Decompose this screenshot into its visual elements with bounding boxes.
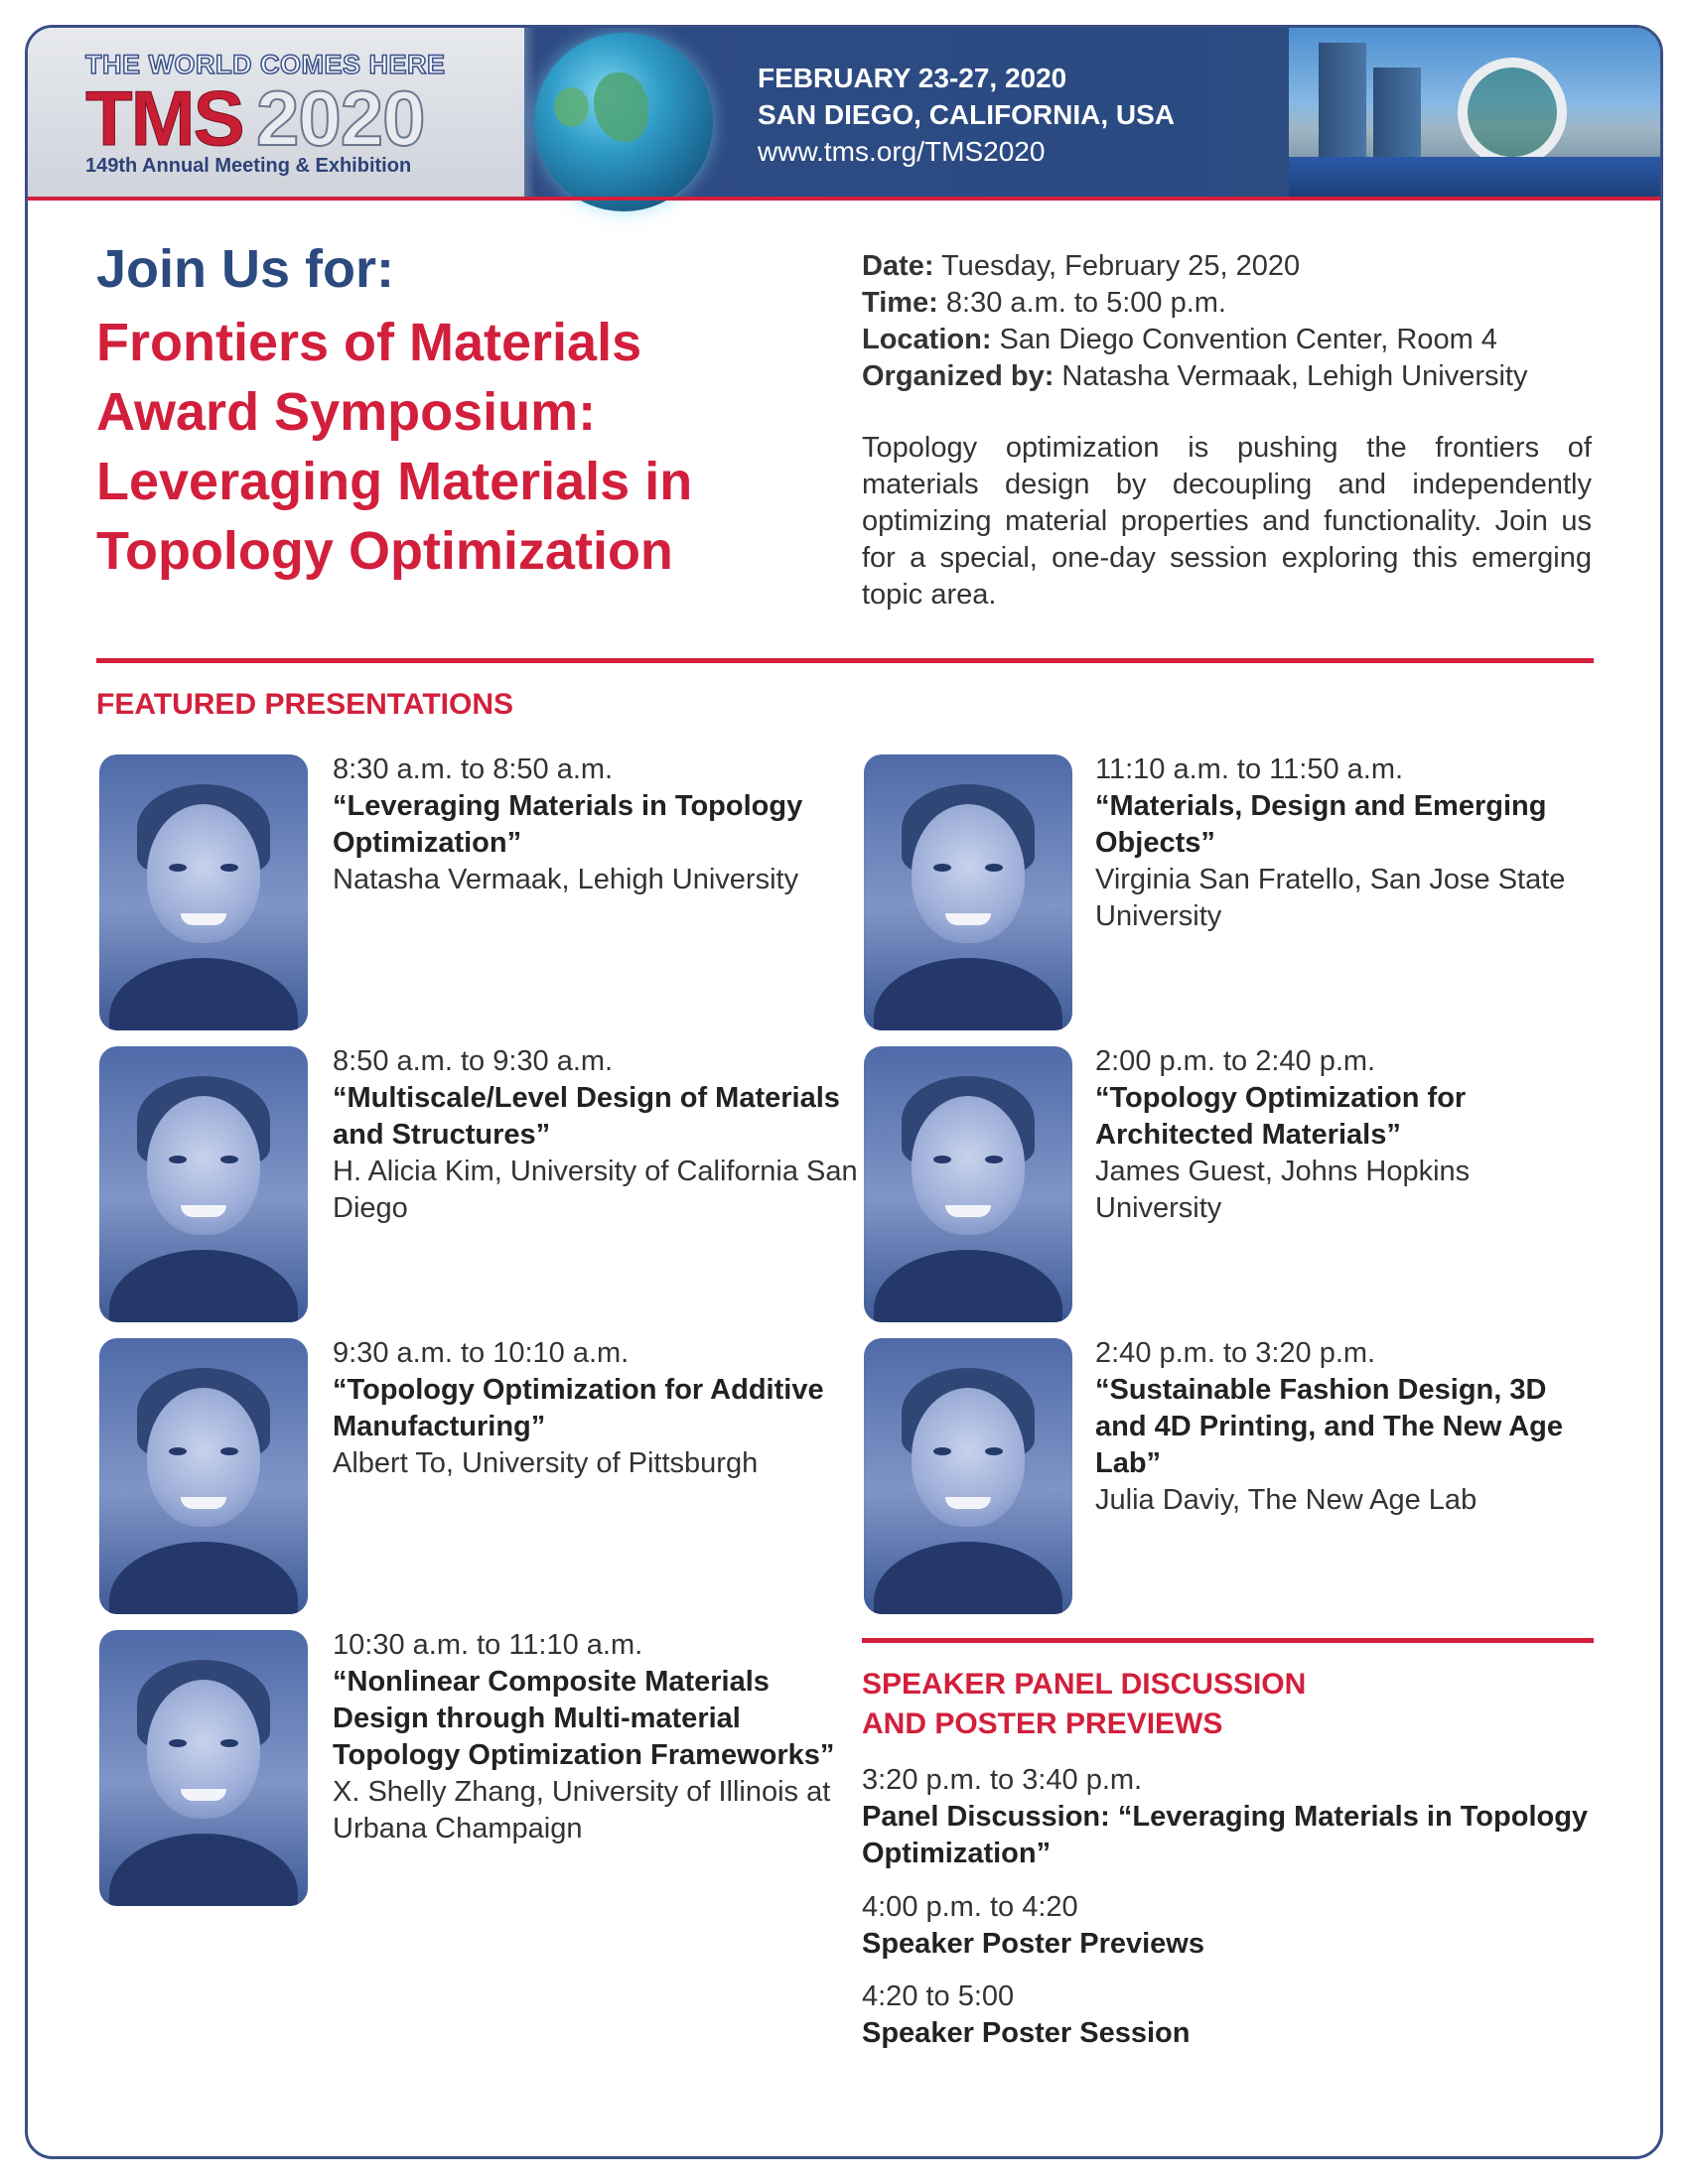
tms-logo (28, 28, 524, 197)
location-value: San Diego Convention Center, Room 4 (991, 324, 1497, 355)
portrait-body (109, 1834, 298, 1906)
time-label: Time: (862, 287, 938, 319)
portrait-body (874, 1250, 1062, 1322)
speaker-portrait (99, 1338, 308, 1614)
presentation-item (1095, 1043, 1597, 1227)
presentation-time: 11:10 a.m. to 11:50 a.m. (1095, 753, 1404, 785)
panel-heading-line: AND POSTER PREVIEWS (862, 1707, 1223, 1740)
presentation-time: 10:30 a.m. to 11:10 a.m. (333, 1629, 643, 1661)
join-heading: Join Us for: (96, 239, 395, 299)
panel-time: 4:20 to 5:00 (862, 1980, 1015, 2012)
event-details (862, 248, 1597, 395)
logo-tagline: THE WORLD COMES HERE (85, 50, 446, 79)
portrait-body (109, 1250, 298, 1322)
portrait-body (874, 1542, 1062, 1614)
presentation-title: “Materials, Design and Emerging Objects” (1095, 790, 1547, 859)
portrait-mouth (945, 1497, 991, 1509)
panel-item (862, 1889, 1597, 1963)
organizer-row (862, 358, 1597, 395)
plaza-shape (1289, 157, 1663, 197)
presentation-item (333, 1627, 859, 1847)
logo-tms: TMS (85, 74, 243, 162)
event-location: SAN DIEGO, CALIFORNIA, USA (758, 99, 1176, 130)
globe-land-shape (554, 87, 589, 127)
presentation-speaker: Albert To, University of Pittsburgh (333, 1447, 759, 1479)
speaker-portrait (864, 1046, 1072, 1322)
presentation-item (333, 751, 859, 898)
event-info (758, 60, 1175, 170)
speaker-portrait (99, 754, 308, 1030)
presentation-title: “Nonlinear Composite Materials Design through Multi-material Topology Optimization Frameworks” (333, 1666, 835, 1771)
panel-item (862, 1979, 1597, 2052)
portrait-body (874, 958, 1062, 1030)
presentation-title: “Topology Optimization for Additive Manufacturing” (333, 1374, 824, 1442)
portrait-eye (985, 1156, 1003, 1163)
portrait-mouth (181, 1497, 226, 1509)
building-shape (1319, 43, 1366, 162)
speaker-portrait (99, 1630, 308, 1906)
organizer-value: Natasha Vermaak, Lehigh University (1054, 360, 1528, 392)
portrait-mouth (181, 1789, 226, 1801)
presentation-title: “Multiscale/Level Design of Materials and Structures” (333, 1082, 840, 1151)
event-url[interactable]: www.tms.org/TMS2020 (758, 136, 1046, 167)
event-banner (28, 28, 1663, 197)
presentation-time: 2:00 p.m. to 2:40 p.m. (1095, 1045, 1376, 1077)
portrait-body (109, 1542, 298, 1614)
portrait-eye (933, 864, 951, 872)
presentation-speaker: Virginia San Fratello, San Jose State University (1095, 864, 1566, 932)
date-label: Date: (862, 250, 934, 282)
portrait-eye (220, 1447, 238, 1455)
logo-year: 2020 (256, 74, 425, 162)
portrait-eye (169, 1156, 187, 1163)
portrait-mouth (181, 913, 226, 925)
portrait-eye (169, 864, 187, 872)
banner-rule (28, 197, 1663, 201)
portrait-eye (169, 1739, 187, 1747)
presentation-item (333, 1043, 859, 1227)
presentation-speaker: H. Alicia Kim, University of California San Diego (333, 1156, 858, 1224)
panel-rule (862, 1638, 1594, 1643)
presentation-title: “Leveraging Materials in Topology Optimization” (333, 790, 803, 859)
portrait-eye (933, 1447, 951, 1455)
panel-heading (862, 1665, 1306, 1744)
presentation-time: 2:40 p.m. to 3:20 p.m. (1095, 1337, 1376, 1369)
portrait-body (109, 958, 298, 1030)
symposium-title: Frontiers of Materials Award Symposium: Leveraging Materials in Topology Optimization (96, 313, 693, 581)
event-dates: FEBRUARY 23-27, 2020 (758, 63, 1067, 93)
portrait-eye (220, 1739, 238, 1747)
portrait-mouth (181, 1205, 226, 1217)
section-rule (96, 658, 1594, 663)
portrait-eye (985, 1447, 1003, 1455)
logo-annual-meeting: 149th Annual Meeting & Exhibition (85, 155, 412, 177)
arch-shape (1458, 58, 1567, 167)
presentation-item (333, 1335, 859, 1482)
presentation-speaker: Natasha Vermaak, Lehigh University (333, 864, 799, 895)
time-value: 8:30 a.m. to 5:00 p.m. (937, 287, 1226, 319)
panel-time: 4:00 p.m. to 4:20 (862, 1891, 1078, 1923)
speaker-portrait (864, 1338, 1072, 1614)
building-shape (1373, 68, 1421, 162)
portrait-eye (220, 1156, 238, 1163)
panel-heading-line: SPEAKER PANEL DISCUSSION (862, 1668, 1307, 1701)
presentation-item (1095, 1335, 1597, 1519)
presentation-title: “Topology Optimization for Architected Materials” (1095, 1082, 1467, 1151)
featured-heading: FEATURED PRESENTATIONS (96, 688, 514, 721)
speaker-portrait (99, 1046, 308, 1322)
presentation-speaker: X. Shelly Zhang, University of Illinois at Urbana Champaign (333, 1776, 831, 1844)
date-row (862, 248, 1597, 285)
panel-label: Panel Discussion: “Leveraging Materials in Topology Optimization” (862, 1801, 1589, 1869)
date-value: Tuesday, February 25, 2020 (933, 250, 1301, 282)
presentation-time: 8:30 a.m. to 8:50 a.m. (333, 753, 614, 785)
portrait-mouth (945, 1205, 991, 1217)
location-label: Location: (862, 324, 992, 355)
speaker-portrait (864, 754, 1072, 1030)
symposium-description: Topology optimization is pushing the frontiers of materials design by decoupling and independently optimizing material properties and functionality. Join us for a special, one-day session exploring this emerging topic area. (862, 432, 1592, 611)
location-row (862, 322, 1597, 358)
panel-label: Speaker Poster Session (862, 2017, 1191, 2049)
panel-label: Speaker Poster Previews (862, 1928, 1204, 1960)
time-row (862, 285, 1597, 322)
presentation-time: 9:30 a.m. to 10:10 a.m. (333, 1337, 630, 1369)
portrait-eye (985, 864, 1003, 872)
presentation-speaker: Julia Daviy, The New Age Lab (1095, 1484, 1477, 1516)
portrait-mouth (945, 913, 991, 925)
portrait-eye (933, 1156, 951, 1163)
portrait-eye (220, 864, 238, 872)
organizer-label: Organized by: (862, 360, 1055, 392)
presentation-title: “Sustainable Fashion Design, 3D and 4D Printing, and The New Age Lab” (1095, 1374, 1564, 1479)
presentation-item (1095, 751, 1597, 935)
convention-center-photo (1289, 28, 1663, 197)
panel-item (862, 1762, 1597, 1872)
presentation-speaker: James Guest, Johns Hopkins University (1095, 1156, 1471, 1224)
panel-time: 3:20 p.m. to 3:40 p.m. (862, 1764, 1143, 1796)
portrait-eye (169, 1447, 187, 1455)
presentation-time: 8:50 a.m. to 9:30 a.m. (333, 1045, 614, 1077)
